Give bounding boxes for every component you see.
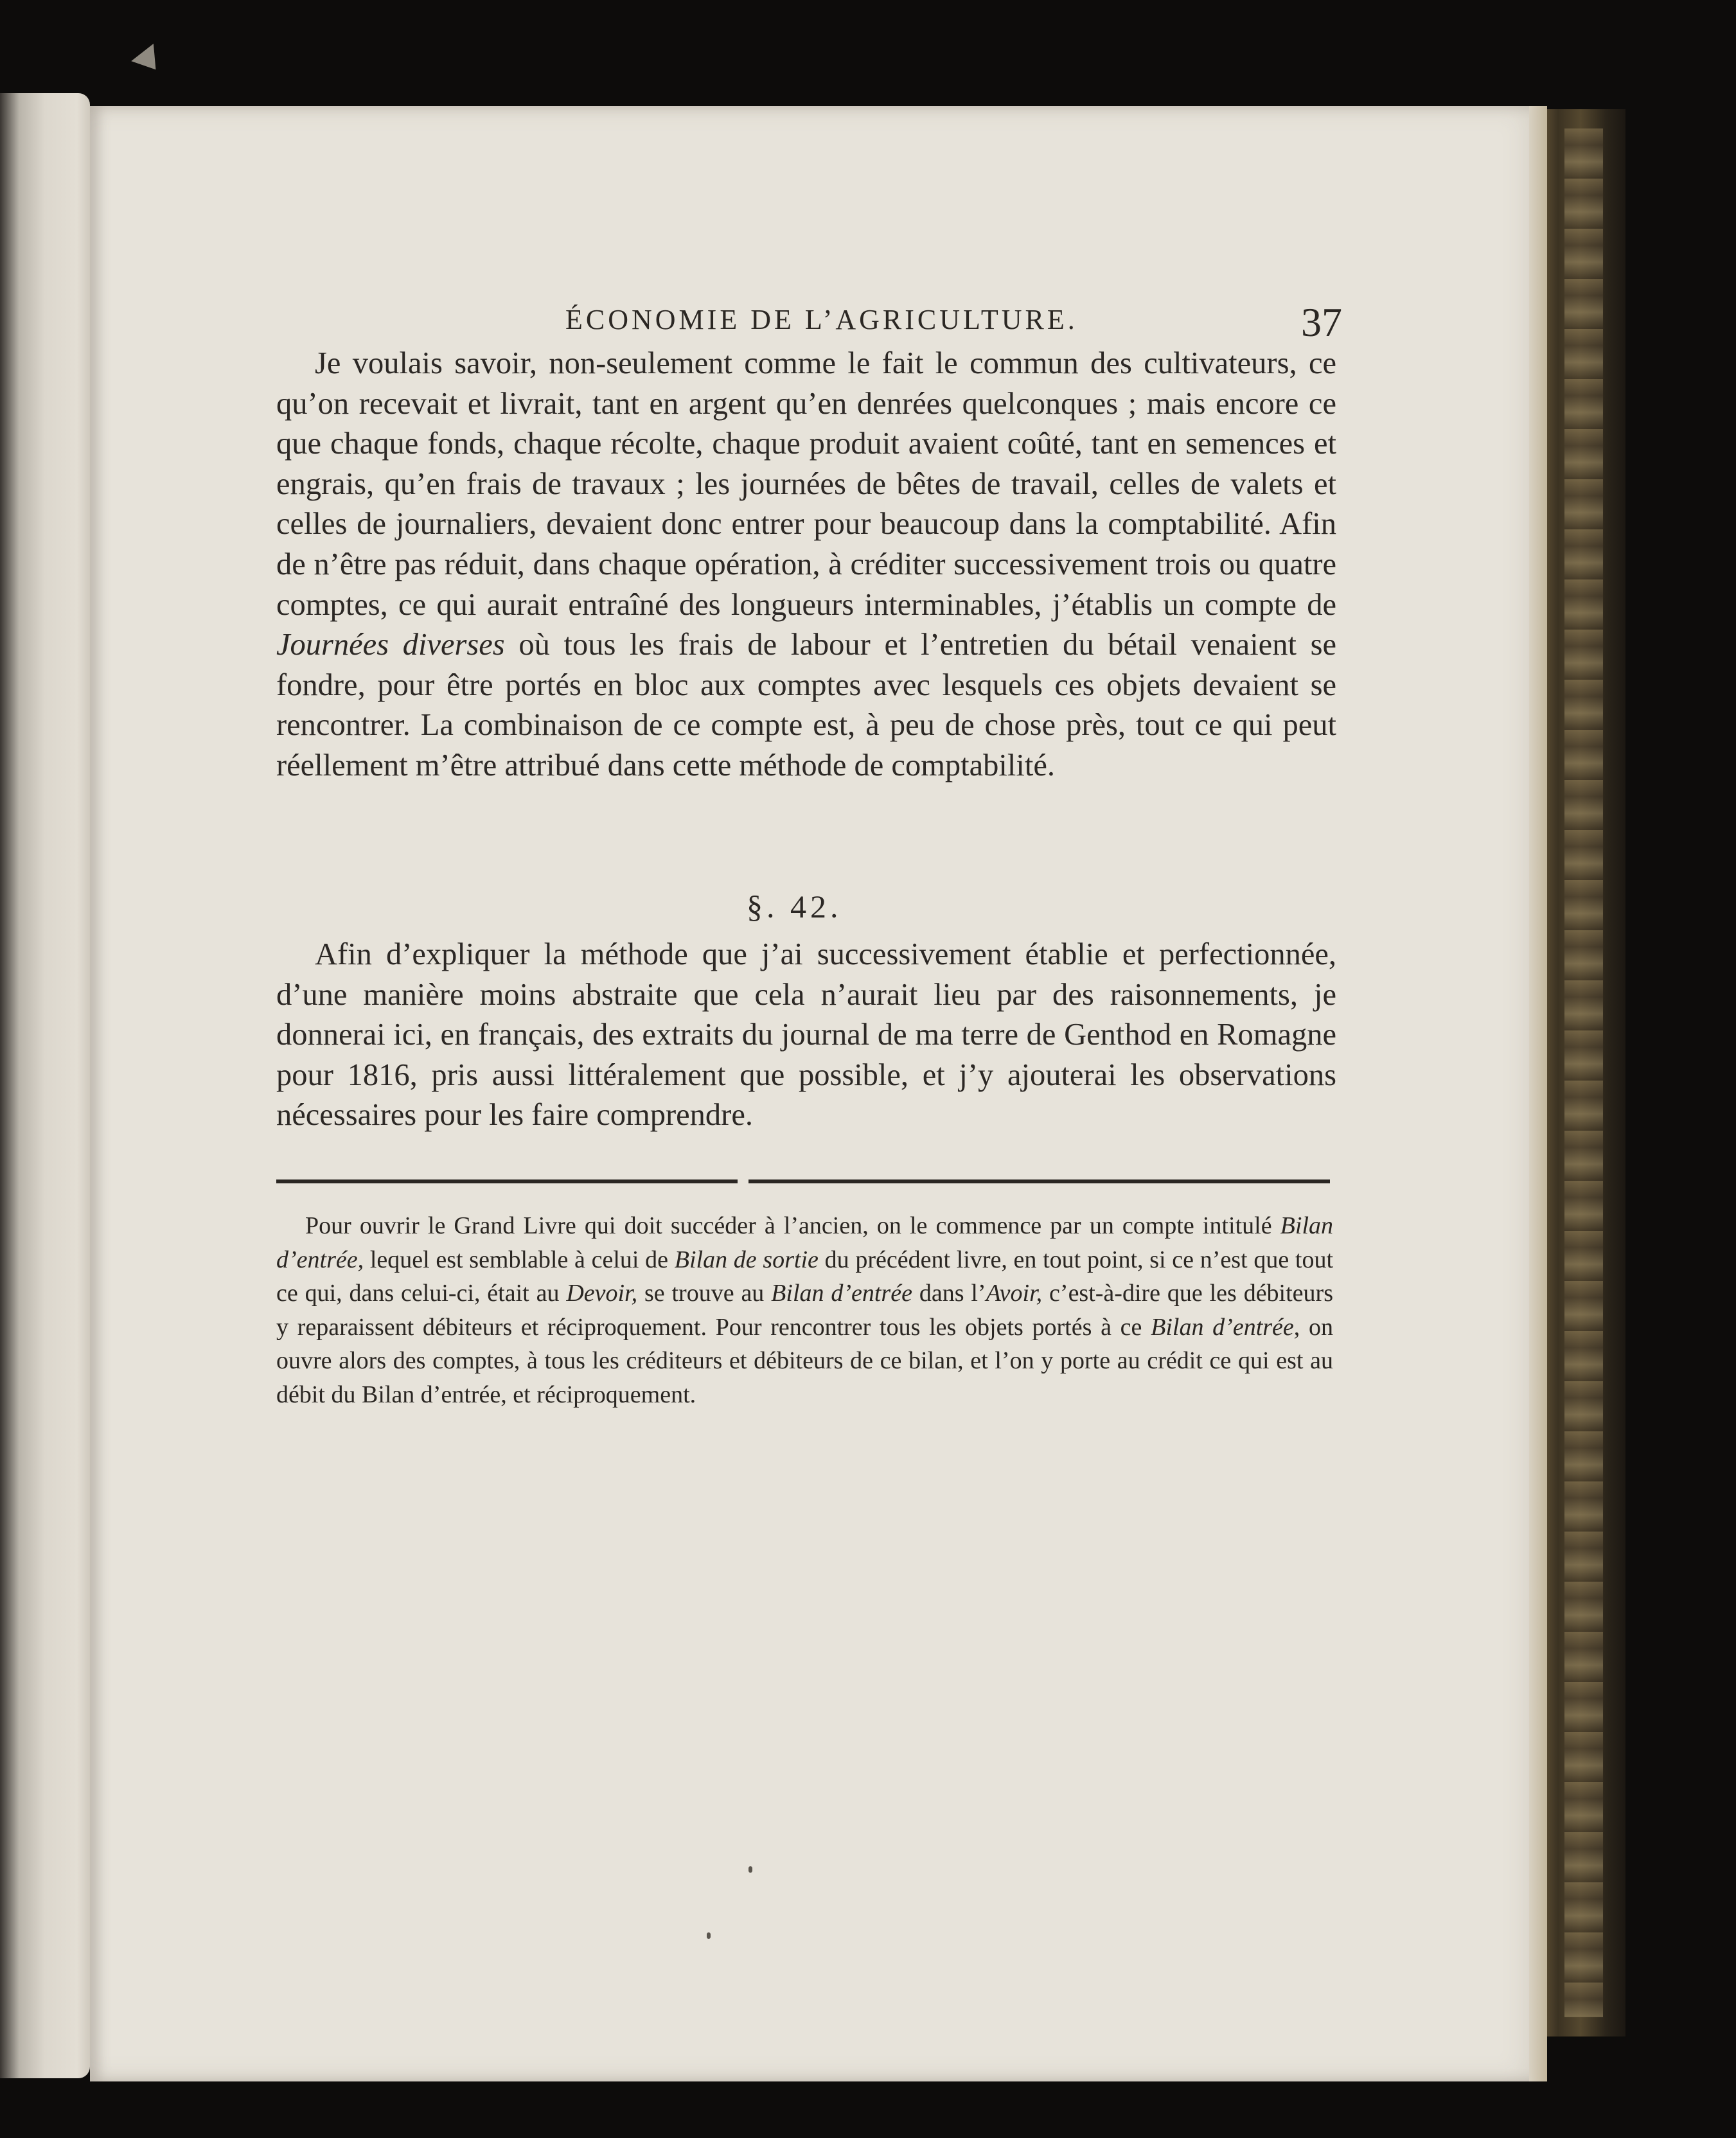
paragraph-2-text: Afin d’expliquer la méthode que j’ai successivement établie et perfectionnée, d’une manière moins abstraite que cela n’aurait lieu par des raisonnements, je donnerai ici, en français, des extraits du journal de ma terre de Genthod en Romagne pour 1816, pris aussi littéralement que possible, et j’y ajouterai les observations nécessaires pour les faire comprendre. — [276, 937, 1336, 1133]
footnote-text-7: , on ouvre alors des comptes, à tous les créditeurs et débiteurs de ce bilan, et l’on y porte au crédit ce qui est au débit du Bilan d’entrée, et réciproquement. — [276, 1313, 1334, 1408]
page-number: 37 — [1301, 299, 1342, 345]
footnote-italic-6: Bilan d’entrée — [1151, 1313, 1294, 1341]
footnote-rule-right — [748, 1179, 1330, 1183]
footnote-italic-2: Bilan de sortie — [674, 1246, 819, 1273]
footnote-text-5: dans l’ — [912, 1280, 986, 1307]
paragraph-2 — [276, 935, 1336, 1136]
running-title: ÉCONOMIE DE L’AGRICULTURE. — [565, 304, 1078, 335]
footnote — [276, 1209, 1333, 1411]
previous-page-edge — [0, 93, 90, 2078]
paper-speck — [707, 1932, 711, 1939]
corner-mark — [131, 44, 167, 78]
paragraph-1-italic-term: Journées diverses — [276, 628, 505, 662]
paragraph-1-text: Je voulais savoir, non-seulement comme le fait le commun des cultivateurs, ce qu’on recevait et livrait, tant en argent qu’en denrées quelconques ; mais encore ce que chaque fonds, chaque récolte, chaque produit avaient coûté, tant en semences et engrais, qu’en frais de travaux ; les journées de bêtes de travail, celles de valets et celles de journaliers, devaient donc entrer pour beaucoup dans la comptabilité. Afin de n’être pas réduit, dans chaque opération, à créditer successivement trois ou quatre comptes, ce qui aurait entraîné des longueurs interminables, j’établis un compte de — [276, 346, 1336, 622]
footnote-text-2: lequel est semblable à celui de — [364, 1246, 675, 1273]
footnote-text-6: c’est-à-dire que les débiteurs y reparaissent débiteurs et réciproquement. Pour rencontrer tous les objets portés à ce — [276, 1280, 1333, 1341]
page-edge — [1529, 106, 1547, 2081]
binding-texture — [1564, 128, 1603, 2017]
footnote-rule-left — [276, 1179, 738, 1183]
section-heading: §. 42. — [747, 888, 842, 924]
footnote-italic-1: Bilan d’entrée, — [276, 1212, 1333, 1273]
footnote-italic-5: Avoir, — [986, 1280, 1043, 1307]
footnote-text-4: se trouve au — [637, 1280, 772, 1307]
footnote-italic-4: Bilan d’entrée — [771, 1280, 912, 1307]
footnote-italic-3: Devoir, — [566, 1280, 638, 1307]
paragraph-1 — [276, 344, 1336, 786]
paragraph-1-text-after: où tous les frais de labour et l’entretien du bétail venaient se fondre, pour être portés en bloc aux comptes avec lesquels ces objets devaient se rencontrer. La combinaison de ce compte est, à peu de chose près, tout ce qui peut réellement m’être attribué dans cette méthode de comptabilité. — [276, 628, 1336, 782]
footnote-text-1: Pour ouvrir le Grand Livre qui doit succéder à l’ancien, on le commence par un compte intitulé — [305, 1212, 1280, 1239]
footnote-text-3: du précédent livre, en tout point, si ce n’est que tout ce qui, dans celui-ci, était au — [276, 1246, 1333, 1307]
paper-speck — [748, 1866, 752, 1873]
